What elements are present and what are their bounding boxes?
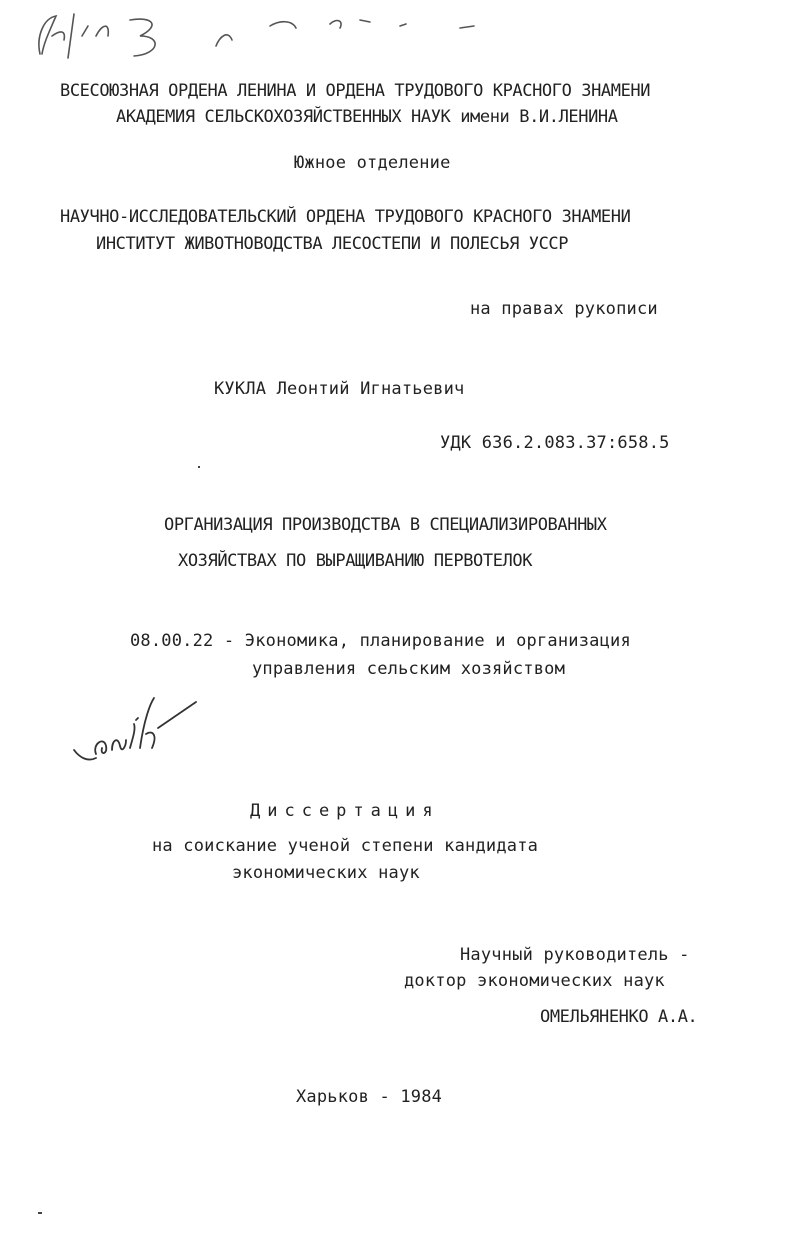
institute-line-2: ИНСТИТУТ ЖИВОТНОВОДСТВА ЛЕСОСТЕПИ И ПОЛЕСЬЯ УССР: [96, 234, 569, 254]
manuscript-note: на правах рукописи: [470, 299, 658, 319]
dissertation-degree-line-1: на соискание ученой степени кандидата: [152, 836, 539, 856]
stray-mark: [198, 466, 200, 468]
institute-line-1: НАУЧНО-ИССЛЕДОВАТЕЛЬСКИЙ ОРДЕНА ТРУДОВОГО КРАСНОГО ЗНАМЕНИ: [60, 207, 631, 227]
handwritten-signature: [66, 690, 206, 770]
city-year: Харьков - 1984: [296, 1087, 443, 1107]
title-line-2: ХОЗЯЙСТВАХ ПО ВЫРАЩИВАНИЮ ПЕРВОТЕЛОК: [178, 551, 533, 571]
specialty-line-1: 08.00.22 - Экономика, планирование и организация: [130, 631, 631, 651]
institution-line-1: ВСЕСОЮЗНАЯ ОРДЕНА ЛЕНИНА И ОРДЕНА ТРУДОВОГО КРАСНОГО ЗНАМЕНИ: [60, 81, 651, 101]
title-line-1: ОРГАНИЗАЦИЯ ПРОИЗВОДСТВА В СПЕЦИАЛИЗИРОВАННЫХ: [164, 515, 607, 535]
supervisor-title: Научный руководитель -: [460, 945, 690, 965]
specialty-line-2: управления сельским хозяйством: [252, 659, 566, 679]
dissertation-label: Диссертация: [250, 801, 440, 821]
supervisor-degree: доктор экономических наук: [404, 971, 665, 991]
supervisor-name: ОМЕЛЬЯНЕНКО А.А.: [540, 1007, 698, 1027]
author-name: КУКЛА Леонтий Игнатьевич: [214, 379, 465, 399]
institution-line-2: АКАДЕМИЯ СЕЛЬСКОХОЗЯЙСТВЕННЫХ НАУК имени В.И.ЛЕНИНА: [116, 107, 618, 127]
udc-code: УДК 636.2.083.37:658.5: [440, 433, 670, 453]
handwritten-archive-note: [30, 6, 490, 66]
branch-name: Южное отделение: [294, 153, 451, 173]
dissertation-degree-line-2: экономических наук: [232, 863, 420, 883]
stray-mark: [38, 1212, 42, 1214]
